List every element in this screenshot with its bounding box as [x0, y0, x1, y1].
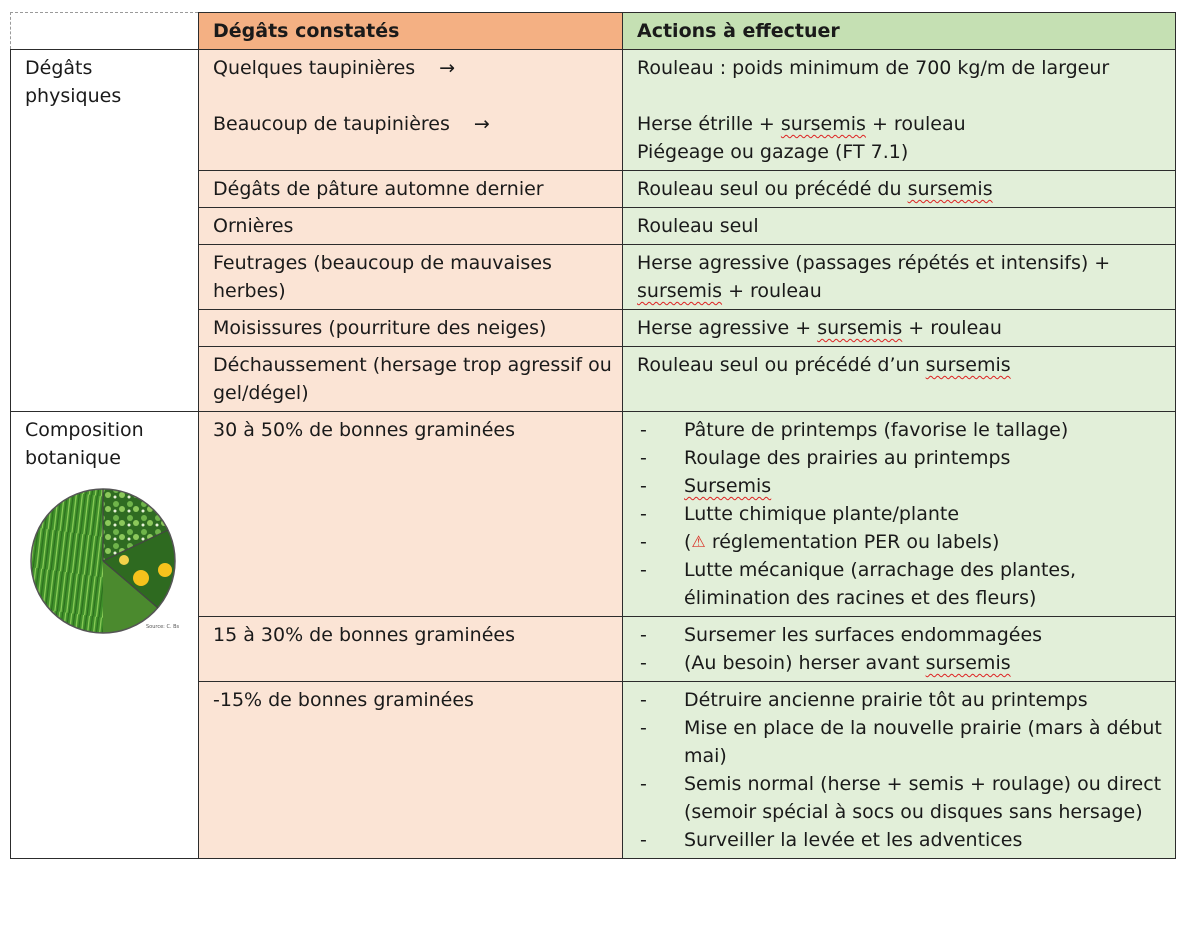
- warning-triangle-icon: ⚠: [691, 532, 706, 551]
- header-actions: Actions à effectuer: [623, 13, 1176, 50]
- action-cell: Herse agressive + sursemis + rouleau: [623, 310, 1176, 347]
- degat-cell: Ornières: [199, 208, 623, 245]
- list-item: - Surveiller la levée et les adventices: [637, 826, 1169, 854]
- list-item: - Lutte mécanique (arrachage des plantes, élimination des racines et des fleurs): [637, 556, 1169, 612]
- degat-cell: [199, 50, 623, 171]
- header-degats: Dégâts constatés: [199, 13, 623, 50]
- list-item: - Détruire ancienne prairie tôt au printemps: [637, 686, 1169, 714]
- spellcheck-word: sursemis: [907, 178, 993, 200]
- degat-cell: 15 à 30% de bonnes graminées: [199, 617, 623, 682]
- list-item: - (⚠ réglementation PER ou labels): [637, 528, 1169, 556]
- action-cell: [623, 50, 1176, 171]
- action-cell: [623, 617, 1176, 682]
- list-item: - Sursemer les surfaces endommagées: [637, 621, 1169, 649]
- spellcheck-word: sursemis: [925, 354, 1011, 376]
- action-text: Rouleau : poids minimum de 700 kg/m de largeur: [637, 57, 1110, 79]
- spellcheck-word: sursemis: [925, 652, 1011, 674]
- arrow-right-icon: →: [473, 113, 490, 135]
- corner-cell: [11, 13, 199, 50]
- action-cell: [623, 412, 1176, 617]
- list-item: - Lutte chimique plante/plante: [637, 500, 1169, 528]
- spellcheck-word: Sursemis: [684, 475, 772, 497]
- table-row: [11, 50, 1176, 171]
- degat-text: Beaucoup de taupinières: [213, 113, 450, 135]
- list-item: - (Au besoin) herser avant sursemis: [637, 649, 1169, 677]
- spellcheck-word: sursemis: [817, 317, 903, 339]
- grassland-photo: [28, 486, 178, 636]
- action-list: [637, 621, 1169, 677]
- list-item: - Roulage des prairies au printemps: [637, 444, 1169, 472]
- action-cell: [623, 682, 1176, 859]
- category-composition-botanique: [11, 412, 199, 859]
- list-item: - Pâture de printemps (favorise le tallage): [637, 416, 1169, 444]
- damage-actions-table: [10, 12, 1176, 859]
- degat-cell: 30 à 50% de bonnes graminées: [199, 412, 623, 617]
- action-cell: Rouleau seul ou précédé du sursemis: [623, 171, 1176, 208]
- action-list: [637, 416, 1169, 612]
- spellcheck-word: sursemis: [637, 280, 723, 302]
- degat-cell: Feutrages (beaucoup de mauvaises herbes): [199, 245, 623, 310]
- action-list: [637, 686, 1169, 854]
- table-row: [11, 412, 1176, 617]
- header-row: [11, 13, 1176, 50]
- category-degats-physiques: Dégâts physiques: [11, 50, 199, 412]
- action-cell: Rouleau seul ou précédé d’un sursemis: [623, 347, 1176, 412]
- degat-text: Quelques taupinières: [213, 57, 416, 79]
- action-cell: Herse agressive (passages répétés et intensifs) + sursemis + rouleau: [623, 245, 1176, 310]
- list-item: - Mise en place de la nouvelle prairie (mars à début mai): [637, 714, 1169, 770]
- degat-cell: Déchaussement (hersage trop agressif ou gel/dégel): [199, 347, 623, 412]
- grass-pie-image: [28, 486, 178, 636]
- image-source-caption: Source: C. Bs: [146, 624, 180, 630]
- degat-cell: Dégâts de pâture automne dernier: [199, 171, 623, 208]
- degat-cell: -15% de bonnes graminées: [199, 682, 623, 859]
- category-label: Composition botanique: [25, 419, 144, 469]
- action-text: Piégeage ou gazage (FT 7.1): [637, 141, 909, 163]
- arrow-right-icon: →: [439, 57, 456, 79]
- action-cell: Rouleau seul: [623, 208, 1176, 245]
- degat-cell: Moisissures (pourriture des neiges): [199, 310, 623, 347]
- list-item: [637, 472, 1169, 500]
- action-text: Herse étrille + sursemis + rouleau: [637, 113, 966, 135]
- list-item: - Semis normal (herse + semis + roulage) ou direct (semoir spécial à socs ou disques sans hersage): [637, 770, 1169, 826]
- spellcheck-word: sursemis: [780, 113, 866, 135]
